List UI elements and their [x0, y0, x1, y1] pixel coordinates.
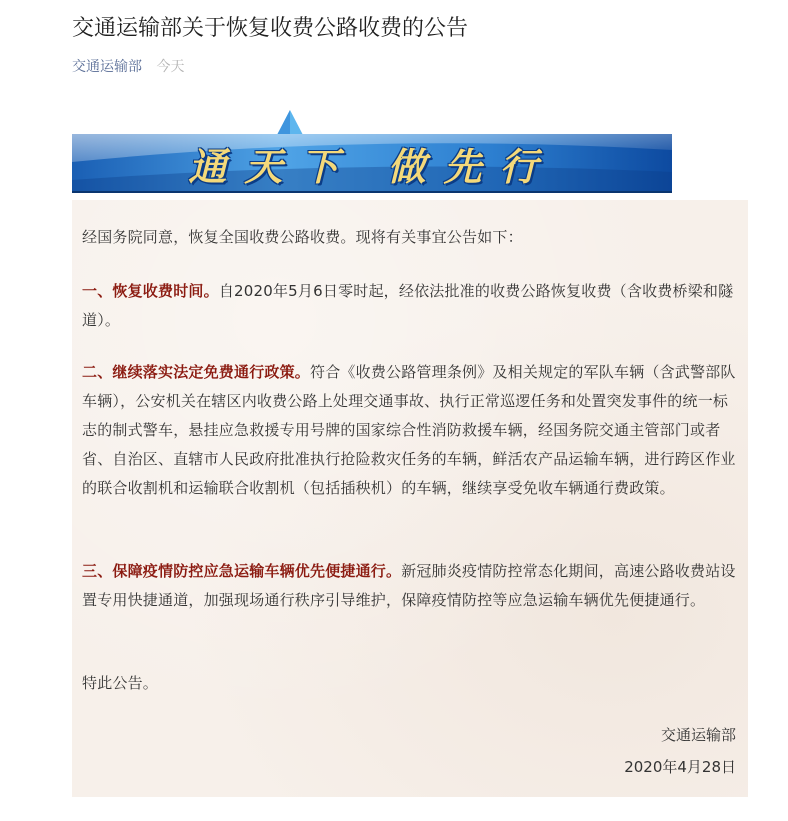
notice-signed-date: 2020年4月28日 [624, 758, 736, 776]
notice-item-body: 自2020年5月6日零时起，经依法批准的收费公路恢复收费（含收费桥梁和隧道）。 [82, 282, 734, 329]
notice-closing: 特此公告。 [82, 674, 159, 692]
notice-body [72, 200, 748, 797]
article-title: 交通运输部关于恢复收费公路收费的公告 [72, 16, 469, 41]
notice-item [82, 557, 742, 615]
publish-date: 今天 [156, 59, 185, 75]
notice-item-body: 新冠肺炎疫情防控常态化期间，高速公路收费站设置专用快捷通道，加强现场通行秩序引导维护，保障疫情防控等应急运输车辆优先便捷通行。 [82, 562, 736, 609]
banner-graphic [72, 110, 672, 194]
banner-slogan: 通天下 做先行 [188, 143, 556, 189]
account-name-link[interactable]: 交通运输部 [72, 59, 142, 75]
article-meta [72, 57, 184, 77]
notice-item-body: 符合《收费公路管理条例》及相关规定的军队车辆（含武警部队车辆），公安机关在辖区内收费公路上处理交通事故、执行正常巡逻任务和处置突发事件的统一标志的制式警车，悬挂应急救援专用号牌的国家综合性消防救援车辆，经国务院交通主管部门或者省、自治区、直辖市人民政府批准执行抢险救灾任务的车辆，鲜活农产品运输车辆，进行跨区作业的联合收割机和运输联合收割机（包括插秧机）的车辆，继续享受免收车辆通行费政策。 [82, 363, 736, 497]
notice-signature: 交通运输部 [660, 726, 736, 744]
notice-intro: 经国务院同意，恢复全国收费公路收费。现将有关事宜公告如下： [82, 228, 523, 246]
notice-item [82, 277, 742, 335]
slogan-banner [72, 110, 672, 194]
notice-item [82, 358, 742, 503]
notice-item-heading: 三、保障疫情防控应急运输车辆优先便捷通行。 [82, 562, 402, 580]
notice-item-heading: 二、继续落实法定免费通行政策。 [82, 363, 311, 381]
notice-item-heading: 一、恢复收费时间。 [82, 282, 219, 300]
